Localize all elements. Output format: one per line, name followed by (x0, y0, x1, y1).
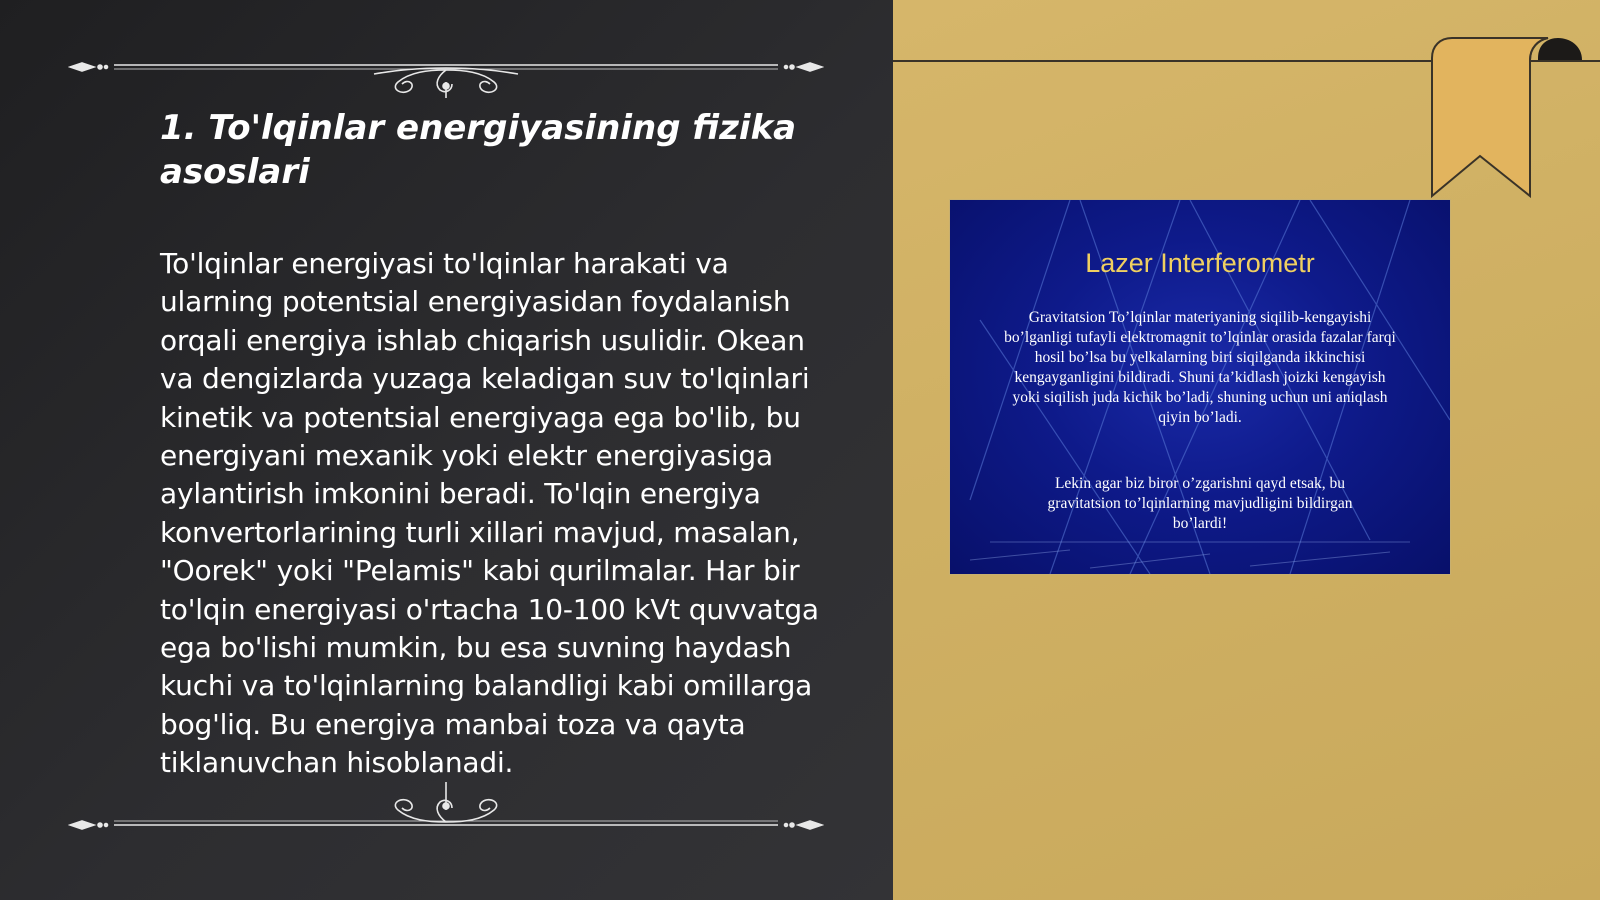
slide-title: 1. To'lqinlar energiyasining fizika asoslari (160, 108, 797, 192)
top-ornament-icon (68, 38, 824, 98)
lazer-interferometr-image (950, 200, 1450, 574)
image-paragraph-1: Gravitatsion To’lqinlar materiyaning siqilib-kengayishi bo’lganligi tufayli elektromagnit to’lqinlar orasida fazalar farqi hosil bo’lsa bu yelkalarning biri siqilganda ikkinchisi kengayganligini bildiradi. Shuni ta’kidlash joizki kengayish yoki siqilish juda kichik bo’ladi, shuning uchun uni aniqlash qiyin bo’ladi. (1004, 309, 1396, 426)
slide-body-text: To'lqinlar energiyasi to'lqinlar harakati va ularning potentsial energiyasidan foydalanish orqali energiya ishlab chiqarish usulidir. Okean va dengizlarda yuzaga keladigan suv to'lqinlari kinetik va potentsial energiyaga ega bo'lib, bu energiyani mexanik yoki elektr energiyasiga aylantirish imkonini beradi. To'lqin energiya konvertorlarining turli xillari mavjud, masalan, "Oorek" yoki "Pelamis" kabi qurilmalar. Har bir to'lqin energiyasi o'rtacha 10-100 kVt quvvatga ega bo'lishi mumkin, bu esa suvning haydash kuchi va to'lqinlarning balandligi kabi omillarga bog'liq. Bu energiya manbai toza va qayta tiklanuvchan hisoblanadi. (160, 247, 819, 780)
image-title: Lazer Interferometr (1085, 248, 1315, 278)
image-paragraph-2: Lekin agar biz biror o’zgarishni qayd etsak, bu gravitatsion to’lqinlarning mavjudligini bildirgan bo’lardi! (1047, 475, 1353, 532)
bottom-ornament-icon (68, 782, 824, 842)
bookmark-ribbon-icon (1430, 36, 1590, 202)
